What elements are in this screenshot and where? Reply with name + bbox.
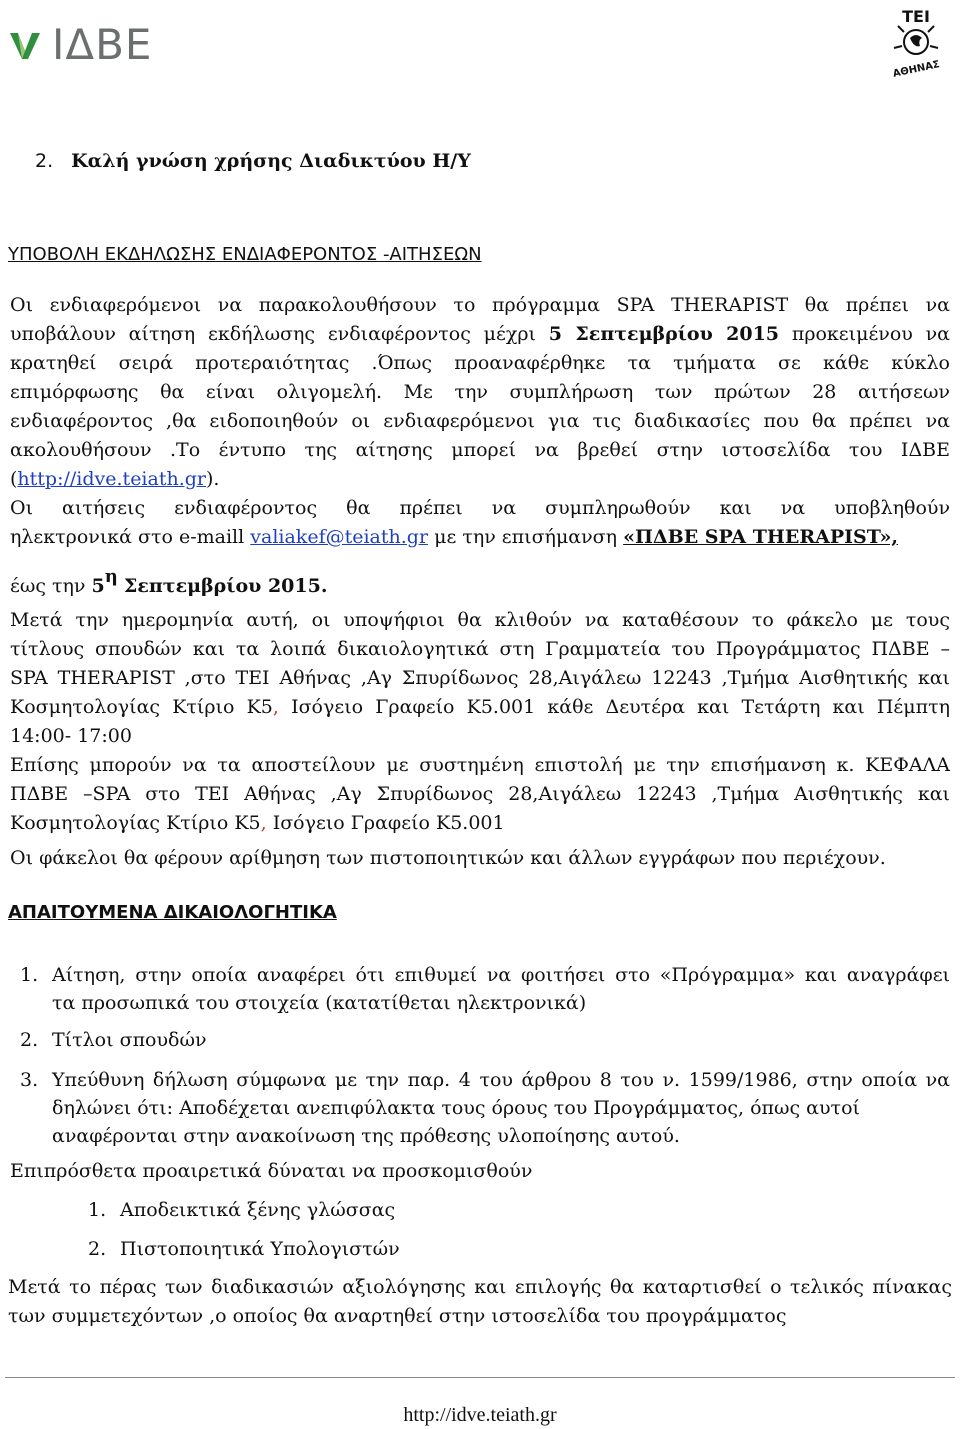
- p4-text: Ισόγειο Γραφείο Κ5.001: [266, 812, 505, 834]
- tei-athens-seal-icon: [884, 8, 948, 78]
- list-number: 3.: [20, 1069, 39, 1091]
- p2-text: έως την: [10, 575, 86, 597]
- p2-text: ηλεκτρονικά στο e-maill: [10, 526, 245, 548]
- p3-line: τίτλους σπουδών και τα λοιπά δικαιολογητικά στη Γραμματεία του Προγράμματος ΠΔΒΕ –: [10, 638, 950, 660]
- idve-logo: [8, 20, 152, 68]
- email-link[interactable]: valiakef@teiath.gr: [250, 526, 429, 548]
- subject-tag: «ΠΔΒΕ SPA THERAPIST»,: [623, 526, 899, 548]
- paragraph-mail: [10, 751, 950, 838]
- p3-line: 14:00- 17:00: [10, 725, 132, 747]
- paragraph-submission: [10, 291, 950, 494]
- tei-athens-logo: [884, 8, 948, 78]
- tei-seal-top-text: ΤΕΙ: [902, 8, 930, 26]
- closing-line: των συμμετεχόντων ,ο οποίος θα αναρτηθεί στην ιστοσελίδα του προγράμματος: [8, 1305, 787, 1327]
- section-2-heading: [35, 150, 471, 172]
- idve-logo-text: ΙΔΒΕ: [52, 19, 153, 69]
- list-text: Τίτλοι σπουδών: [52, 1029, 207, 1051]
- p4-line: ΠΔΒΕ –SPA στο ΤΕΙ Αθήνας ,Αγ Σπυρίδωνος 28,Αιγάλεω 12243 ,Τμήμα Αισθητικής και: [10, 783, 950, 805]
- p3-line: [10, 693, 950, 722]
- deadline-date: 5 Σεπτεμβρίου 2015: [548, 323, 780, 345]
- closing-paragraph: [8, 1273, 952, 1331]
- p4-line: Επίσης μπορούν να τα αποστείλουν με συστημένη επιστολή με την επισήμανση κ. ΚΕΦΑΛΑ: [10, 754, 950, 776]
- ordinal-sup: η: [104, 566, 118, 587]
- paragraph-numbering: Οι φάκελοι θα φέρουν αρίθμηση των πιστοποιητικών και άλλων εγγράφων που περιέχουν.: [10, 847, 886, 869]
- list-number: 1.: [88, 1199, 107, 1221]
- list-number: 1.: [20, 964, 39, 986]
- list-text: Αίτηση, στην οποία αναφέρει ότι επιθυμεί να φοιτήσει στο «Πρόγραμμα» και αναγράφει: [52, 964, 950, 986]
- tei-seal-bottom-text: ΑΘΗΝΑΣ: [891, 59, 941, 78]
- p1-line: ενδιαφέροντος ,θα ειδοποιηθούν οι ενδιαφερόμενοι για τις διαδικασίες που θα πρέπει να: [10, 410, 950, 432]
- idve-logo-mark-icon: [8, 27, 42, 61]
- list-text: Πιστοποιητικά Υπολογιστών: [120, 1238, 400, 1260]
- p4-text: Κοσμητολογίας Κτίριο Κ5: [10, 812, 261, 834]
- required-docs-heading: ΑΠΑΙΤΟΥΜΕΝΑ ΔΙΚΑΙΟΛΟΓΗΤΙΚΑ: [8, 902, 337, 923]
- p1-paren: ).: [206, 468, 220, 490]
- closing-line: Μετά το πέρας των διαδικασιών αξιολόγησης και επιλογής θα καταρτισθεί ο τελικός πίνακας: [8, 1276, 952, 1298]
- p2-line: Οι αιτήσεις ενδιαφέροντος θα πρέπει να συμπληρωθούν και να υποβληθούν: [10, 497, 950, 519]
- p3-red-comma: ,: [272, 696, 279, 718]
- p1-text: υποβάλουν αίτηση εκδήλωσης ενδιαφέροντος μέχρι: [10, 323, 536, 345]
- p3-text: Κοσμητολογίας Κτίριο Κ5: [10, 696, 273, 718]
- list-text: Αποδεικτικά ξένης γλώσσας: [120, 1199, 396, 1221]
- website-link[interactable]: http://idve.teiath.gr: [17, 468, 206, 490]
- footer-divider: [5, 1377, 955, 1378]
- list-text: αναφέρονται στην ανακοίνωση της πρόθεσης υλοποίησης αυτού.: [52, 1125, 680, 1147]
- optional-intro: Επιπρόσθετα προαιρετικά δύναται να προσκομισθούν: [10, 1160, 533, 1182]
- list-text: τα προσωπικά του στοιχεία (κατατίθεται ηλεκτρονικά): [52, 992, 587, 1014]
- deadline-day: 5: [91, 575, 105, 597]
- p1-text: προκειμένου να: [791, 323, 950, 345]
- p3-line: Μετά την ημερομηνία αυτή, οι υποψήφιοι θα κλιθούν να καταθέσουν το φάκελο με τους: [10, 609, 950, 631]
- section-number: 2.: [35, 150, 54, 172]
- p4-red-comma: ,: [260, 812, 267, 834]
- list-text: Υπεύθυνη δήλωση σύμφωνα με την παρ. 4 του άρθρου 8 του ν. 1599/1986, στην οποία να: [52, 1069, 950, 1091]
- p3-line: SPA THERAPIST ,στο ΤΕΙ Αθήνας ,Αγ Σπυρίδωνος 28,Αιγάλεω 12243 ,Τμήμα Αισθητικής και: [10, 667, 950, 689]
- submission-heading: ΥΠΟΒΟΛΗ ΕΚΔΗΛΩΣΗΣ ΕΝΔΙΑΦΕΡΟΝΤΟΣ -ΑΙΤΗΣΕΩΝ: [8, 244, 482, 265]
- p4-line: [10, 809, 950, 838]
- list-number: 2.: [20, 1029, 39, 1051]
- footer-url[interactable]: http://idve.teiath.gr: [403, 1404, 557, 1426]
- p1-line: ακολουθήσουν .Το έντυπο της αίτησης μπορεί να βρεθεί στην ιστοσελίδα του ΙΔΒΕ: [10, 439, 950, 461]
- p3-text: Ισόγειο Γραφείο Κ5.001 κάθε Δευτέρα και Τετάρτη και Πέμπτη: [278, 696, 951, 718]
- p2-line: [10, 562, 950, 601]
- deadline-month: Σεπτεμβρίου 2015.: [123, 575, 328, 597]
- section-title: Καλή γνώση χρήσης Διαδικτύου Η/Υ: [71, 150, 471, 172]
- paragraph-deposit: [10, 606, 950, 751]
- list-number: 2.: [88, 1238, 107, 1260]
- p1-paren: (: [10, 468, 18, 490]
- p2-line: [10, 523, 950, 552]
- list-text: δηλώνει ότι: Αποδέχεται ανεπιφύλακτα τους όρους του Προγράμματος, όπως αυτοί: [52, 1097, 860, 1119]
- p1-line: επιμόρφωσης θα είναι ολιγομελή. Με την συμπλήρωση των πρώτων 28 αιτήσεων: [10, 381, 950, 403]
- p1-line: Οι ενδιαφερόμενοι να παρακολουθήσουν το πρόγραμμα SPA THERAPIST θα πρέπει να: [10, 294, 950, 316]
- p1-line: [10, 320, 950, 349]
- p1-line: [10, 465, 950, 494]
- paragraph-email: [10, 494, 950, 601]
- p1-line: κρατηθεί σειρά προτεραιότητας .Όπως προαναφέρθηκε τα τμήματα σε κάθε κύκλο: [10, 352, 950, 374]
- p2-text: με την επισήμανση: [434, 526, 618, 548]
